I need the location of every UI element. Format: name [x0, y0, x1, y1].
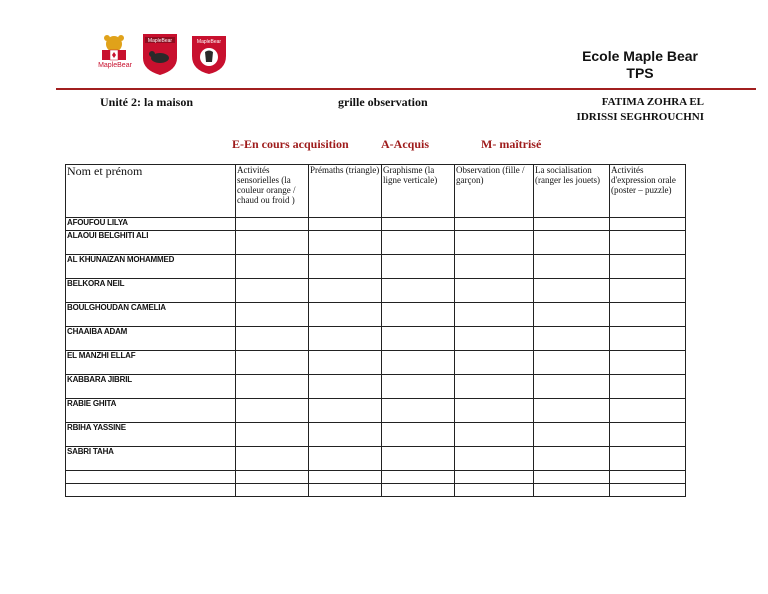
grade-cell[interactable]: [455, 351, 534, 375]
grade-cell[interactable]: [382, 423, 455, 447]
grade-cell[interactable]: [534, 351, 610, 375]
table-row: [66, 255, 686, 279]
grade-cell[interactable]: [382, 218, 455, 231]
grade-cell[interactable]: [382, 471, 455, 484]
grade-cell[interactable]: [610, 255, 686, 279]
table-row: [66, 399, 686, 423]
table-row: [66, 279, 686, 303]
grade-cell[interactable]: [309, 303, 382, 327]
grade-cell[interactable]: [534, 327, 610, 351]
grade-cell[interactable]: [309, 231, 382, 255]
table-row: [66, 327, 686, 351]
student-name: BOULGHOUDAN CAMELIA: [66, 303, 236, 327]
col-header-premaths: Prémaths (triangle): [309, 165, 382, 218]
grade-cell[interactable]: [309, 399, 382, 423]
grade-cell[interactable]: [236, 351, 309, 375]
grade-cell[interactable]: [382, 484, 455, 497]
grade-cell[interactable]: [610, 231, 686, 255]
grade-cell[interactable]: [236, 279, 309, 303]
grade-cell[interactable]: [382, 351, 455, 375]
col-header-expression-orale: Activités d'expression orale (poster – puzzle): [610, 165, 686, 218]
grade-cell[interactable]: [382, 447, 455, 471]
teacher-line1: FATIMA ZOHRA EL: [601, 96, 704, 108]
student-name: RABIE GHITA: [66, 399, 236, 423]
student-name: SABRI TAHA: [66, 447, 236, 471]
grade-cell[interactable]: [382, 327, 455, 351]
table-row-empty: [66, 471, 686, 484]
grade-cell[interactable]: [309, 327, 382, 351]
grade-cell[interactable]: [610, 303, 686, 327]
observation-table: [65, 164, 686, 497]
grade-cell[interactable]: [309, 255, 382, 279]
grade-cell[interactable]: [610, 351, 686, 375]
student-name: EL MANZHI ELLAF: [66, 351, 236, 375]
table-row: [66, 218, 686, 231]
legend-maitrise: M- maîtrisé: [481, 137, 542, 151]
grade-cell[interactable]: [455, 375, 534, 399]
empty-cell[interactable]: [66, 471, 236, 484]
table-row: [66, 423, 686, 447]
grade-cell[interactable]: [309, 279, 382, 303]
grade-cell[interactable]: [534, 231, 610, 255]
grade-cell[interactable]: [610, 399, 686, 423]
teacher-line2: IDRISSI SEGHROUCHNI: [576, 111, 704, 123]
student-name: ALAOUI BELGHITI ALI: [66, 231, 236, 255]
class-name: TPS: [626, 65, 654, 81]
grade-cell[interactable]: [236, 447, 309, 471]
student-name: AL KHUNAIZAN MOHAMMED: [66, 255, 236, 279]
grade-cell[interactable]: [534, 303, 610, 327]
grade-cell[interactable]: [534, 484, 610, 497]
grade-cell[interactable]: [534, 279, 610, 303]
grade-cell[interactable]: [236, 471, 309, 484]
grade-cell[interactable]: [309, 375, 382, 399]
grade-cell[interactable]: [382, 399, 455, 423]
document-type: grille observation: [338, 95, 428, 109]
unit-title: Unité 2: la maison: [100, 95, 193, 109]
grade-cell[interactable]: [236, 327, 309, 351]
grade-cell[interactable]: [236, 218, 309, 231]
grade-cell[interactable]: [610, 327, 686, 351]
grade-cell[interactable]: [382, 375, 455, 399]
grade-cell[interactable]: [236, 231, 309, 255]
table-header-row: [66, 165, 686, 218]
grade-cell[interactable]: [382, 255, 455, 279]
teacher-name: [577, 95, 704, 125]
logo3-text: MapleBear: [196, 39, 222, 45]
grade-cell[interactable]: [534, 255, 610, 279]
col-header-observation: Observation (fille / garçon): [455, 165, 534, 218]
student-name: BELKORA NEIL: [66, 279, 236, 303]
grade-cell[interactable]: [236, 399, 309, 423]
grade-cell[interactable]: [534, 423, 610, 447]
grade-cell[interactable]: [455, 447, 534, 471]
table-row-empty: [66, 484, 686, 497]
grade-cell[interactable]: [382, 303, 455, 327]
grade-cell[interactable]: [236, 303, 309, 327]
empty-cell[interactable]: [66, 484, 236, 497]
legend-acquis: A-Acquis: [381, 137, 430, 151]
grade-cell[interactable]: [309, 351, 382, 375]
grade-cell[interactable]: [610, 218, 686, 231]
grade-cell[interactable]: [455, 423, 534, 447]
grade-cell[interactable]: [534, 447, 610, 471]
table-row: [66, 303, 686, 327]
col-header-socialisation: La socialisation (ranger les jouets): [534, 165, 610, 218]
student-name: KABBARA JIBRIL: [66, 375, 236, 399]
col-header-sensorielles: Activités sensorielles (la couleur orange / chaud ou froid ): [236, 165, 309, 218]
legend-en-cours: E-En cours acquisition: [232, 137, 349, 151]
student-name: CHAAIBA ADAM: [66, 327, 236, 351]
grade-cell[interactable]: [236, 255, 309, 279]
grade-cell[interactable]: [455, 484, 534, 497]
grade-cell[interactable]: [309, 423, 382, 447]
grade-cell[interactable]: [455, 471, 534, 484]
grade-cell[interactable]: [382, 231, 455, 255]
header-divider: [56, 88, 756, 90]
logo1-text: MapleBear: [98, 62, 132, 69]
grade-cell[interactable]: [309, 471, 382, 484]
grade-cell[interactable]: [610, 484, 686, 497]
grade-cell[interactable]: [455, 218, 534, 231]
grade-cell[interactable]: [610, 279, 686, 303]
grade-cell[interactable]: [382, 279, 455, 303]
grade-cell[interactable]: [610, 447, 686, 471]
grade-cell[interactable]: [610, 471, 686, 484]
logo2-text: MapleBear: [147, 38, 173, 44]
grade-cell[interactable]: [236, 484, 309, 497]
grade-cell[interactable]: [455, 399, 534, 423]
table-body: [66, 218, 686, 497]
grade-cell[interactable]: [455, 327, 534, 351]
student-name: RBIHA YASSINE: [66, 423, 236, 447]
student-name: AFOUFOU LILYA: [66, 218, 236, 231]
school-header: [582, 48, 698, 82]
grade-cell[interactable]: [236, 375, 309, 399]
col-header-graphisme: Graphisme (la ligne verticale): [382, 165, 455, 218]
grade-cell[interactable]: [309, 484, 382, 497]
school-name: Ecole Maple Bear: [582, 48, 698, 64]
grade-cell[interactable]: [455, 255, 534, 279]
table-row: [66, 231, 686, 255]
maple-bear-logo: [92, 32, 136, 78]
grade-cell[interactable]: [309, 447, 382, 471]
grade-cell[interactable]: [455, 231, 534, 255]
grade-cell[interactable]: [455, 303, 534, 327]
table-row: [66, 447, 686, 471]
grade-cell[interactable]: [534, 471, 610, 484]
maple-bear-round-logo: [190, 32, 228, 76]
col-header-name: Nom et prénom: [66, 165, 236, 218]
grade-cell[interactable]: [534, 218, 610, 231]
table-row: [66, 375, 686, 399]
grade-cell[interactable]: [236, 423, 309, 447]
grade-cell[interactable]: [534, 399, 610, 423]
grade-cell[interactable]: [610, 423, 686, 447]
grade-cell[interactable]: [455, 279, 534, 303]
grade-cell[interactable]: [534, 375, 610, 399]
table-row: [66, 351, 686, 375]
grade-cell[interactable]: [309, 218, 382, 231]
grade-cell[interactable]: [610, 375, 686, 399]
maple-bear-shield-logo: [141, 32, 179, 76]
